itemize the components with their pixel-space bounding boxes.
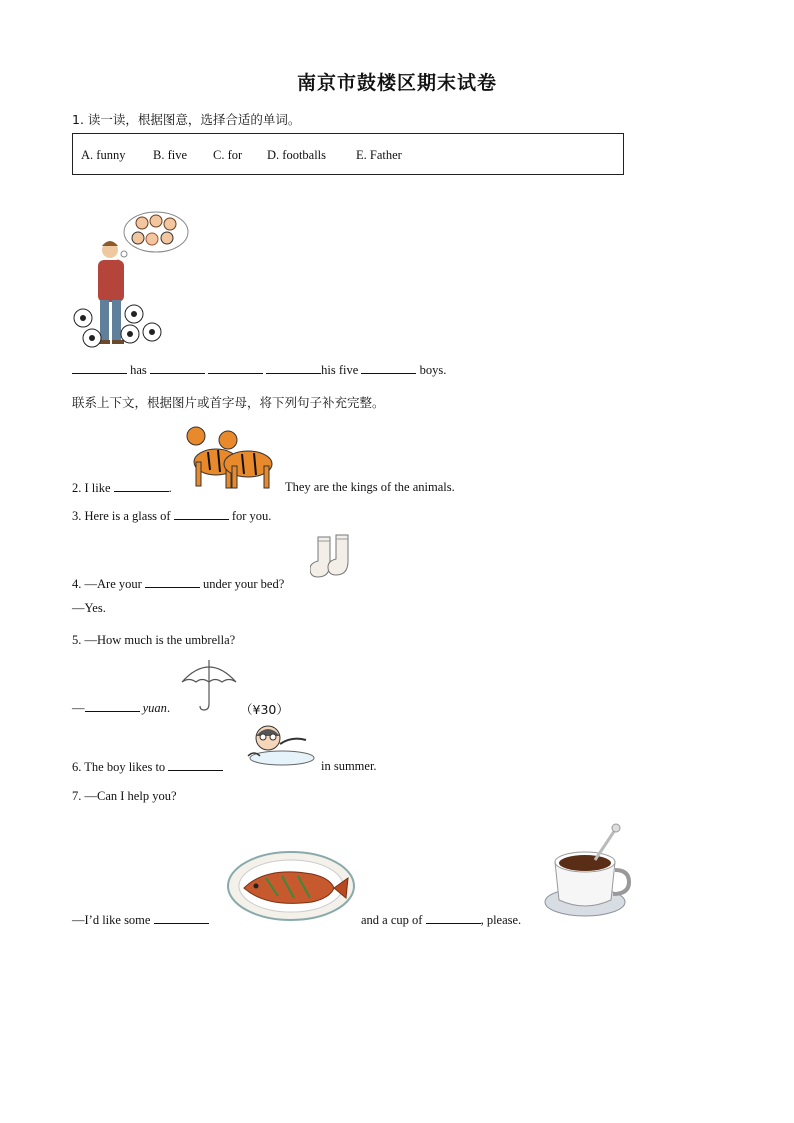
blank-3[interactable] — [208, 362, 263, 374]
q2-blank[interactable] — [114, 480, 169, 492]
q5-unit: yuan — [142, 701, 167, 715]
q1-text-has: has — [130, 363, 147, 377]
blank-1[interactable] — [72, 362, 127, 374]
q2 — [72, 480, 172, 496]
q4-answer: —Yes. — [72, 601, 106, 615]
tigers-icon — [184, 420, 282, 492]
umbrella-icon — [180, 656, 238, 712]
q1-prompt: 1. 读一读，根据图意，选择合适的单词。 — [72, 112, 301, 127]
q5-question: 5. —How much is the umbrella? — [72, 633, 236, 647]
q5-price: （¥30） — [240, 702, 289, 717]
q5-dash: — — [72, 701, 85, 715]
q3-before: 3. Here is a glass of — [72, 509, 171, 523]
father-footballs-illustration — [72, 210, 190, 352]
option-d: D. footballs — [267, 148, 327, 162]
section-instruction: 联系上下文，根据图片或首字母，将下列句子补充完整。 — [72, 395, 385, 410]
option-c: C. for — [213, 148, 243, 162]
coffee-cup-icon — [543, 822, 635, 920]
q7-before: —I’d like some — [72, 913, 151, 927]
option-a: A. funny — [81, 148, 126, 162]
q3 — [72, 508, 271, 524]
options-box — [72, 133, 624, 175]
page-title: 南京市鼓楼区期末试卷 — [296, 72, 497, 94]
q7-middle: and a cup of — [361, 913, 423, 927]
q4-after: under your bed? — [203, 577, 285, 591]
q7-question: 7. —Can I help you? — [72, 789, 177, 803]
q6-blank[interactable] — [168, 759, 223, 771]
q1-sentence — [72, 362, 446, 378]
option-e: E. Father — [356, 148, 402, 162]
q6-before: 6. The boy likes to — [72, 760, 166, 774]
q7-answer-tail — [361, 912, 521, 928]
q2-after: . — [168, 481, 172, 495]
q4-before: 4. —Are your — [72, 577, 142, 591]
q5-period: . — [166, 701, 171, 715]
q3-blank[interactable] — [174, 508, 229, 520]
option-b: B. five — [153, 148, 188, 162]
fish-dish-icon — [226, 848, 356, 922]
q5-blank[interactable] — [85, 700, 140, 712]
q1-text-his-five: his five — [321, 363, 359, 377]
q2-tail: They are the kings of the animals. — [285, 480, 455, 494]
blank-2[interactable] — [150, 362, 205, 374]
q3-after: for you. — [231, 509, 272, 523]
blank-5[interactable] — [361, 362, 416, 374]
q7-after: , please. — [480, 913, 522, 927]
q7-answer-line — [72, 912, 209, 928]
q6-after: in summer. — [321, 759, 377, 773]
q5-answer-line — [72, 700, 170, 716]
q7-blank-2[interactable] — [426, 912, 481, 924]
swimming-boy-icon — [244, 722, 316, 768]
q2-before: 2. I like — [72, 481, 111, 495]
q1-text-boys: boys. — [419, 363, 447, 377]
q4 — [72, 576, 284, 592]
q4-blank[interactable] — [145, 576, 200, 588]
blank-4[interactable] — [266, 362, 321, 374]
q6 — [72, 759, 223, 775]
socks-icon — [310, 533, 358, 585]
q7-blank-1[interactable] — [154, 912, 209, 924]
